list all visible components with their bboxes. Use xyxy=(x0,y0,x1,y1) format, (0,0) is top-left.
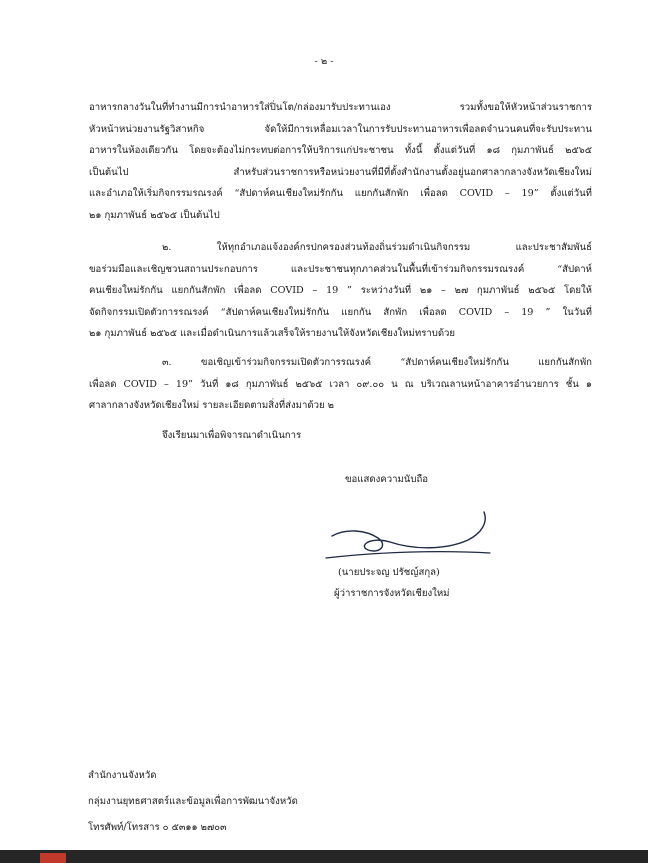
paragraph-line: และอำเภอให้เริ่มกิจกรรมรณรงค์ “สัปดาห์คนเชียงใหม่รักกัน แยกกันสักพัก เพื่อลด COVID – 19” ตั้งแต่วันที่ xyxy=(89,188,592,199)
closing-text: จึงเรียนมาเพื่อพิจารณาดำเนินการ xyxy=(162,430,302,441)
paragraph-line: เพื่อลด COVID – 19” วันที่ ๑๘ กุมภาพันธ์ ๒๕๖๕ เวลา ๐๙.๐๐ น ณ บริเวณลานหน้าอาคารอำนวยการ ชั้น ๑ xyxy=(89,378,592,390)
paragraph-line: ศาลากลางจังหวัดเชียงใหม่ รายละเอียดตามสิ่งที่ส่งมาด้วย ๒ xyxy=(89,400,334,411)
paragraph-line: อาหารกลางวันในที่ทำงานมีการนำอาหารใส่ปิ่นโต/กล่องมารับประทานเอง รวมทั้งขอให้หัวหน้าส่วนราชการ xyxy=(89,102,592,113)
paragraph-line: คนเชียงใหม่รักกัน แยกกันสักพัก เพื่อลด COVID – 19 ” ระหว่างวันที่ ๒๑ – ๒๗ กุมภาพันธ์ ๒๕๖๕ โดยให้ xyxy=(89,285,592,296)
paragraph-line: หัวหน้าหน่วยงานรัฐวิสาหกิจ จัดให้มีการเหลื่อมเวลาในการรับประทานอาหารเพื่อลดจำนวนคนที่จะรับประทาน xyxy=(89,123,592,135)
paragraph-line: ขอร่วมมือและเชิญชวนสถานประกอบการ และประชาชนทุกภาคส่วนในพื้นที่เข้าร่วมกิจกรรมรณรงค์ “สัปดาห์ xyxy=(89,263,592,275)
paragraph-line: อาหารในห้องเดียวกัน โดยจะต้องไม่กระทบต่อการให้บริการแก่ประชาชน ทั้งนี้ ตั้งแต่วันที่ ๑๘ กุมภาพันธ์ ๒๕๖๕ xyxy=(89,145,592,156)
footer-office: สำนักงานจังหวัด xyxy=(88,770,157,781)
page-number: - ๒ - xyxy=(314,56,334,67)
red-mark-decoration xyxy=(40,853,66,863)
paragraph-line: เป็นต้นไป สำหรับส่วนราชการหรือหน่วยงานที่มีที่ตั้งสำนักงานตั้งอยู่นอกศาลากลางจังหวัดเชียงใหม่ xyxy=(89,166,592,178)
signer-title: ผู้ว่าราชการจังหวัดเชียงใหม่ xyxy=(334,588,450,599)
signature-image xyxy=(318,506,496,564)
footer-division: กลุ่มงานยุทธศาสตร์และข้อมูลเพื่อการพัฒนาจังหวัด xyxy=(88,796,298,807)
paragraph-line: ๓. ขอเชิญเข้าร่วมกิจกรรมเปิดตัวการรณรงค์ “สัปดาห์คนเชียงใหม่รักกัน แยกกันสักพัก xyxy=(162,357,592,368)
signer-name: (นายประจญ ปรัชญ์สกุล) xyxy=(338,567,440,578)
paragraph-line: ๒. ให้ทุกอำเภอแจ้งองค์กรปกครองส่วนท้องถิ่นร่วมดำเนินกิจกรรม และประชาสัมพันธ์ xyxy=(162,242,592,253)
paragraph-line: ๒๑ กุมภาพันธ์ ๒๕๖๕ และเมื่อดำเนินการแล้วเสร็จให้รายงานให้จังหวัดเชียงใหม่ทราบด้วย xyxy=(89,328,456,339)
footer-phone: โทรศัพท์/โทรสาร ๐ ๕๓๑๑ ๒๗๐๓ xyxy=(88,822,227,833)
paragraph-line: จัดกิจกรรมเปิดตัวการรณรงค์ “สัปดาห์คนเชียงใหม่รักกัน แยกกัน สักพัก เพื่อลด COVID – 19 ” ในวันที่ xyxy=(89,306,592,318)
paragraph-2 xyxy=(89,237,592,345)
regards-text: ขอแสดงความนับถือ xyxy=(345,474,429,485)
paragraph-line: ๒๑ กุมภาพันธ์ ๒๕๖๕ เป็นต้นไป xyxy=(89,209,220,221)
paragraph-3 xyxy=(89,352,592,417)
paragraph-1 xyxy=(89,97,592,226)
bottom-dark-strip xyxy=(0,850,648,863)
